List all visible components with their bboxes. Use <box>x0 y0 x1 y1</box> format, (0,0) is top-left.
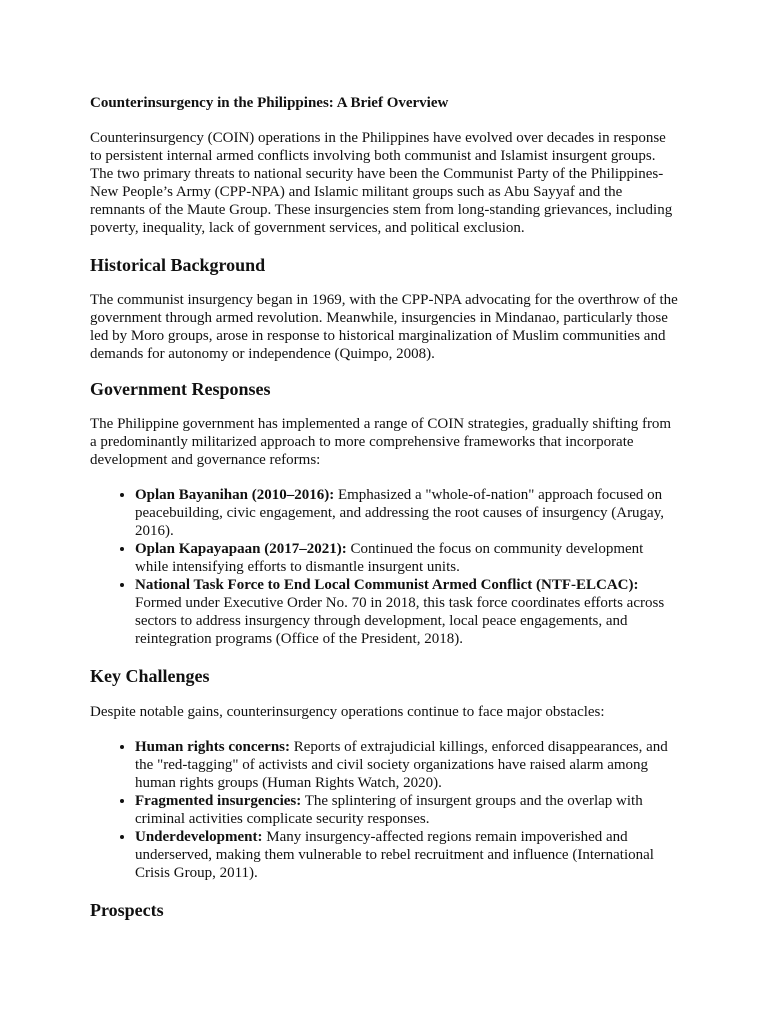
list-item <box>135 540 680 576</box>
intro-paragraph: Counterinsurgency (COIN) operations in the Philippines have evolved over decades in response to persistent internal armed conflicts involving both communist and Islamist insurgent groups. The two primary threats to national security have been the Communist Party of the Philippines-New People’s Army (CPP-NPA) and Islamic militant groups such as Abu Sayyaf and the remnants of the Maute Group. These insurgencies stem from long-standing grievances, including poverty, inequality, lack of government services, and political exclusion. <box>90 130 673 236</box>
list-item-text: Many insurgency-affected regions remain impoverished and underserved, making them vulnerable to rebel recruitment and influence (International Crisis Group, 2011). <box>135 829 654 881</box>
heading-key-challenges: Key Challenges <box>90 666 210 686</box>
list-item <box>135 738 680 792</box>
heading-government-responses: Government Responses <box>90 379 271 399</box>
list-item-label: Oplan Bayanihan (2010–2016): <box>135 487 335 503</box>
government-paragraph: The Philippine government has implemented a range of COIN strategies, gradually shifting from a predominantly militarized approach to more comprehensive frameworks that incorporate development and governance reforms: <box>90 416 672 468</box>
historical-paragraph: The communist insurgency began in 1969, with the CPP-NPA advocating for the overthrow of the government through armed revolution. Meanwhile, insurgencies in Mindanao, particularly those led by Moro groups, arose in response to historical marginalization of Muslim communities and demands for autonomy or independence (Quimpo, 2008). <box>90 292 678 362</box>
list-item-label: Underdevelopment: <box>135 829 263 845</box>
heading-prospects: Prospects <box>90 900 164 920</box>
list-item <box>135 792 680 828</box>
list-item-label: Oplan Kapayapaan (2017–2021): <box>135 541 347 557</box>
list-item-label: Human rights concerns: <box>135 739 290 755</box>
document-page <box>90 94 680 921</box>
list-item-text: Continued the focus on community development while intensifying efforts to dismantle insurgent units. <box>135 541 644 575</box>
list-item <box>135 828 680 882</box>
list-item-label: National Task Force to End Local Communist Armed Conflict (NTF-ELCAC): <box>135 577 639 593</box>
heading-historical-background: Historical Background <box>90 255 266 275</box>
government-strategies-list <box>90 486 680 648</box>
list-item-text: The splintering of insurgent groups and the overlap with criminal activities complicate security responses. <box>135 793 643 827</box>
list-item <box>135 576 680 648</box>
list-item-label: Fragmented insurgencies: <box>135 793 302 809</box>
list-item-text: Emphasized a "whole-of-nation" approach focused on peacebuilding, civic engagement, and addressing the root causes of insurgency (Arugay, 2016). <box>135 487 664 539</box>
document-title: Counterinsurgency in the Philippines: A Brief Overview <box>90 95 449 111</box>
list-item-text: Formed under Executive Order No. 70 in 2018, this task force coordinates efforts across sectors to address insurgency through development, local peace engagements, and reintegration programs (Office of the President, 2018). <box>135 595 665 647</box>
challenges-list <box>90 738 680 882</box>
list-item-text: Reports of extrajudicial killings, enforced disappearances, and the "red-tagging" of activists and civil society organizations have raised alarm among human rights groups (Human Rights Watch, 2020). <box>135 739 668 791</box>
challenges-paragraph: Despite notable gains, counterinsurgency operations continue to face major obstacles: <box>90 704 605 720</box>
list-item <box>135 486 680 540</box>
